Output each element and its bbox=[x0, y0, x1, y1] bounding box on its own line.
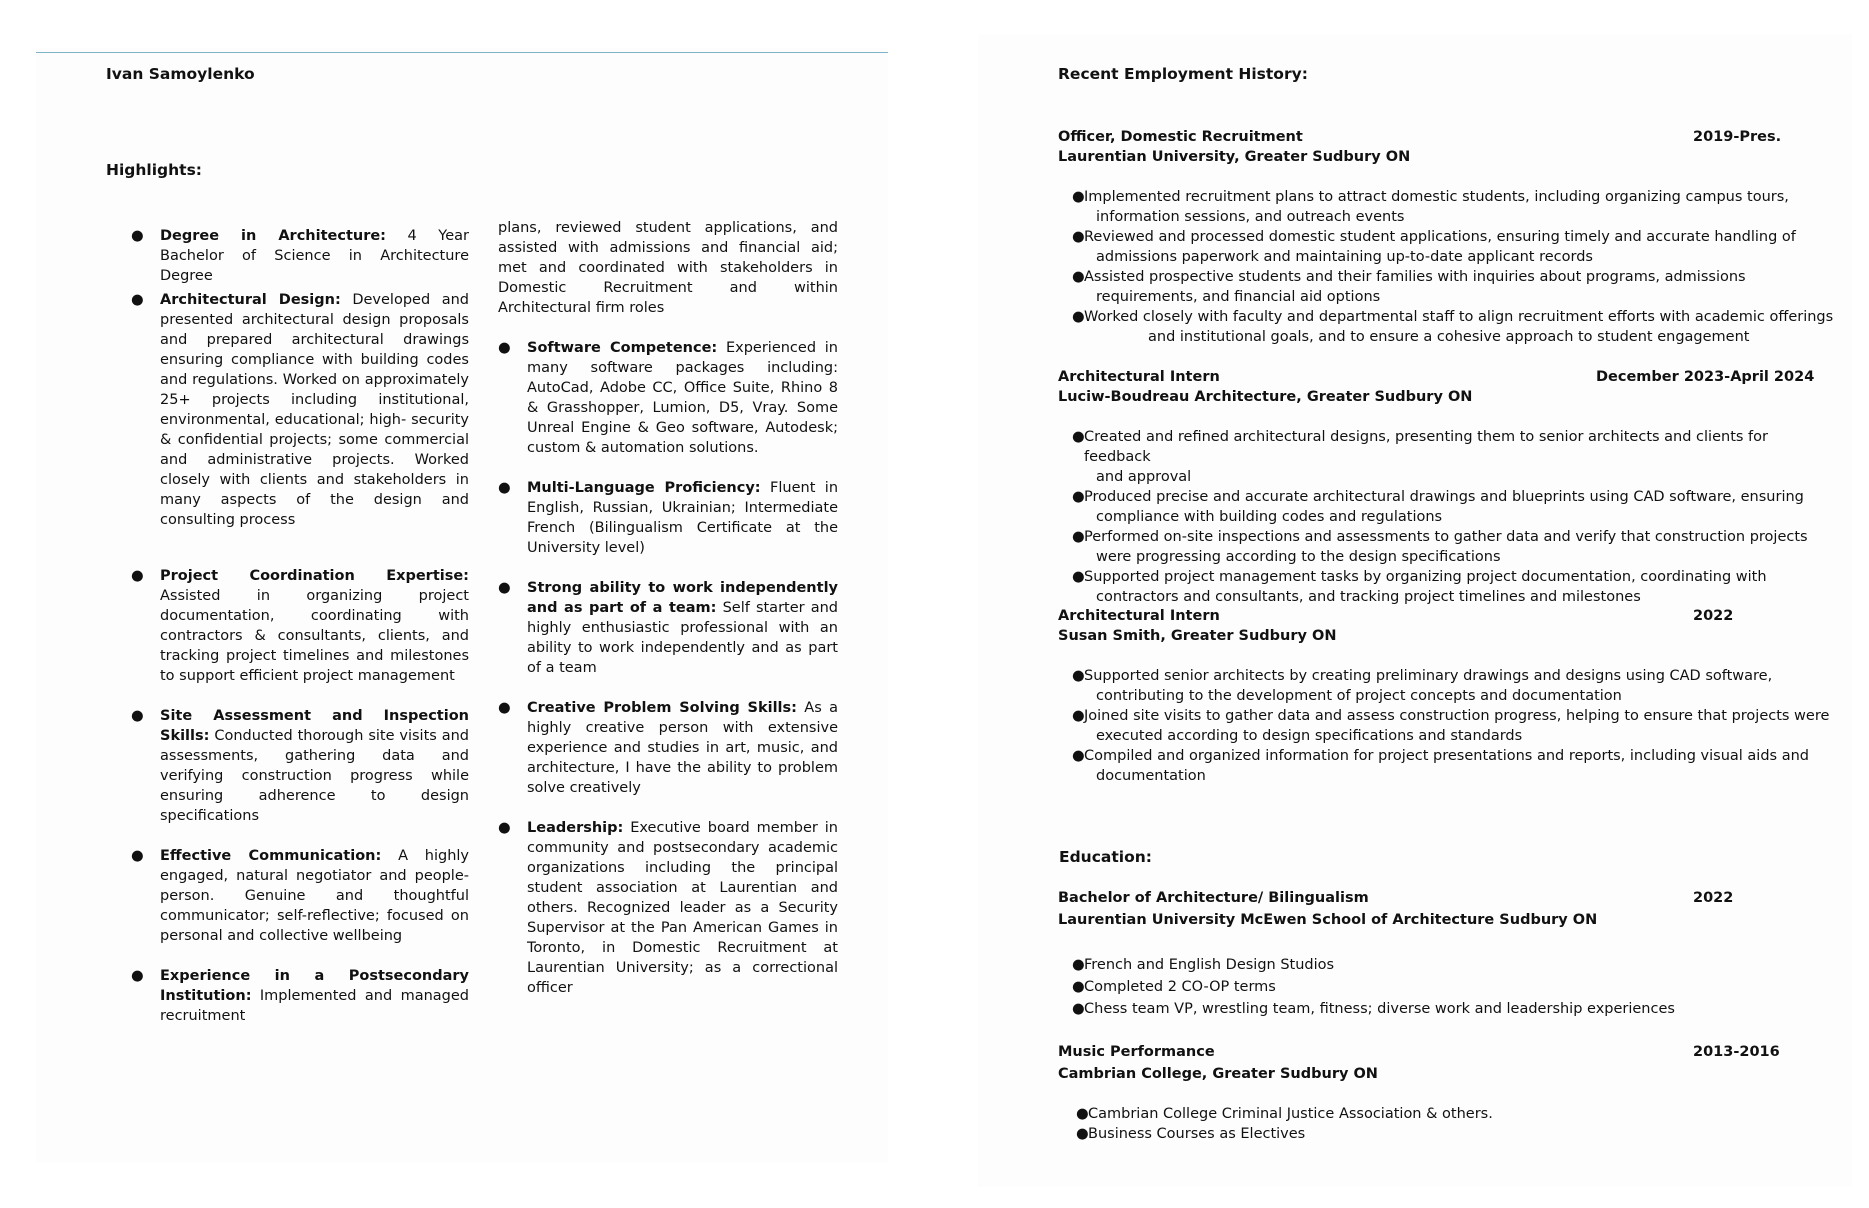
highlight-text: Assisted in organizing project documentation, coordinating with contractors & consultants, clients, and tracking project timelines and milestones to support efficient project management bbox=[160, 588, 469, 684]
bullet-icon: ● bbox=[1076, 1126, 1089, 1142]
bullet-icon: ● bbox=[498, 340, 511, 356]
spacer bbox=[498, 558, 838, 578]
list-item bbox=[1058, 976, 1838, 998]
education-bullets bbox=[1062, 1104, 1842, 1144]
bullet-line: contributing to the development of project concepts and documentation bbox=[1096, 688, 1622, 704]
job-bullets bbox=[1058, 666, 1838, 786]
list-item bbox=[1058, 954, 1838, 976]
highlight-label: Creative Problem Solving Skills: bbox=[527, 700, 797, 716]
spacer bbox=[131, 686, 469, 706]
bullet-line: Completed 2 CO-OP terms bbox=[1084, 979, 1276, 995]
list-item bbox=[1058, 187, 1838, 227]
bullet-line: Reviewed and processed domestic student applications, ensuring timely and accurate handling of bbox=[1084, 229, 1796, 245]
bullet-line: contractors and consultants, and tracking project timelines and milestones bbox=[1096, 589, 1641, 605]
employment-heading: Recent Employment History: bbox=[1058, 65, 1308, 83]
list-item bbox=[1062, 1124, 1842, 1144]
spacer bbox=[498, 458, 838, 478]
highlight-item bbox=[498, 478, 838, 558]
highlight-item bbox=[131, 966, 469, 1026]
bullet-line: Assisted prospective students and their families with inquiries about programs, admissions bbox=[1084, 269, 1746, 285]
highlight-label: Multi-Language Proficiency: bbox=[527, 480, 761, 496]
job-date: December 2023-April 2024 bbox=[1596, 369, 1815, 385]
list-item bbox=[1058, 567, 1838, 607]
bullet-line: information sessions, and outreach events bbox=[1096, 209, 1405, 225]
list-item bbox=[1062, 1104, 1842, 1124]
highlight-item bbox=[131, 706, 469, 826]
bullet-icon: ● bbox=[498, 580, 511, 596]
education-institution: Laurentian University McEwen School of Architecture Sudbury ON bbox=[1058, 912, 1598, 928]
bullet-icon: ● bbox=[131, 968, 144, 984]
highlight-label: Architectural Design: bbox=[160, 292, 341, 308]
job-bullets bbox=[1058, 427, 1838, 607]
highlight-text: plans, reviewed student applications, and assisted with admissions and financial aid; met and coordinated with stakeholders in Domestic Recruitment and within Architectural firm roles bbox=[498, 220, 838, 316]
bullet-line: admissions paperwork and maintaining up-to-date applicant records bbox=[1096, 249, 1593, 265]
job-bullets bbox=[1058, 187, 1838, 347]
job-organization: Susan Smith, Greater Sudbury ON bbox=[1058, 628, 1337, 644]
resume-page-right bbox=[978, 34, 1852, 1187]
education-institution: Cambrian College, Greater Sudbury ON bbox=[1058, 1066, 1378, 1082]
highlight-label: Leadership: bbox=[527, 820, 624, 836]
list-item bbox=[1058, 746, 1838, 786]
highlight-label: Effective Communication: bbox=[160, 848, 382, 864]
highlight-continuation bbox=[498, 218, 838, 318]
spacer bbox=[498, 798, 838, 818]
job-title: Architectural Intern bbox=[1058, 369, 1220, 385]
spacer bbox=[131, 826, 469, 846]
highlight-text: Experienced in many software packages including: AutoCad, Adobe CC, Office Suite, Rhino 8 & Grasshopper, Lumion, D5, Vray. Some Unreal Engine & Geo software, Autodesk; custom & automation solutions. bbox=[527, 340, 838, 456]
highlight-label: Site Assessment and Inspection Skills: bbox=[160, 708, 469, 744]
highlight-text: Executive board member in community and postsecondary academic organizations including the principal student association at Laurentian and others. Recognized leader as a Security Supervisor at the Pan American Games in Toronto, in Domestic Recruitment at Laurentian University; as a correctional officer bbox=[527, 820, 838, 996]
bullet-line: Produced precise and accurate architectural drawings and blueprints using CAD software, ensuring bbox=[1084, 489, 1804, 505]
highlight-text: Self starter and highly enthusiastic professional with an ability to work independently and as part of a team bbox=[527, 600, 838, 676]
bullet-icon: ● bbox=[1072, 748, 1085, 764]
job-organization: Luciw-Boudreau Architecture, Greater Sudbury ON bbox=[1058, 389, 1473, 405]
resume-page-left bbox=[36, 48, 888, 1163]
bullet-line: documentation bbox=[1096, 768, 1206, 784]
bullet-icon: ● bbox=[1072, 189, 1085, 205]
bullet-line: Joined site visits to gather data and assess construction progress, helping to ensure that projects were bbox=[1084, 708, 1830, 724]
bullet-icon: ● bbox=[131, 848, 144, 864]
bullet-line: executed according to design specifications and standards bbox=[1096, 728, 1523, 744]
bullet-icon: ● bbox=[1072, 229, 1085, 245]
highlight-text: Conducted thorough site visits and assessments, gathering data and verifying construction progress while ensuring adherence to design specifications bbox=[160, 728, 469, 824]
bullet-icon: ● bbox=[1072, 489, 1085, 505]
bullet-icon: ● bbox=[1072, 957, 1085, 973]
bullet-line: Worked closely with faculty and departmental staff to align recruitment efforts with academic offerings bbox=[1084, 309, 1834, 325]
list-item bbox=[1058, 427, 1838, 487]
bullet-icon: ● bbox=[1072, 708, 1085, 724]
bullet-line: Created and refined architectural designs, presenting them to senior architects and clients for feedback bbox=[1084, 429, 1768, 465]
bullet-icon: ● bbox=[1072, 269, 1085, 285]
highlights-column-1 bbox=[131, 226, 469, 1026]
highlight-label: Strong ability to work independently and as part of a team: bbox=[527, 580, 838, 616]
highlight-item bbox=[498, 578, 838, 678]
bullet-line: Implemented recruitment plans to attract domestic students, including organizing campus tours, bbox=[1084, 189, 1789, 205]
bullet-line: requirements, and financial aid options bbox=[1096, 289, 1381, 305]
job-date: 2019-Pres. bbox=[1693, 129, 1782, 145]
highlights-heading: Highlights: bbox=[106, 161, 203, 179]
bullet-icon: ● bbox=[131, 568, 144, 584]
highlight-text: A highly engaged, natural negotiator and people- person. Genuine and thoughtful communicator; self-reflective; focused on personal and collective wellbeing bbox=[160, 848, 469, 944]
highlight-item bbox=[131, 566, 469, 686]
bullet-line: were progressing according to the design specifications bbox=[1096, 549, 1501, 565]
highlight-label: Experience in a Postsecondary Institution: bbox=[160, 968, 469, 1004]
bullet-line: Business Courses as Electives bbox=[1088, 1126, 1306, 1142]
bullet-icon: ● bbox=[131, 292, 144, 308]
spacer bbox=[498, 678, 838, 698]
education-bullets bbox=[1058, 954, 1838, 1020]
list-item bbox=[1058, 267, 1838, 307]
list-item bbox=[1058, 706, 1838, 746]
highlight-item bbox=[131, 290, 469, 530]
highlight-item bbox=[131, 846, 469, 946]
bullet-icon: ● bbox=[131, 708, 144, 724]
highlight-text: Fluent in English, Russian, Ukrainian; Intermediate French (Bilingualism Certificate at the University level) bbox=[527, 480, 839, 556]
highlight-label: Project Coordination Expertise: bbox=[160, 568, 469, 584]
job-title: Officer, Domestic Recruitment bbox=[1058, 129, 1303, 145]
highlight-label: Software Competence: bbox=[527, 340, 718, 356]
bullet-icon: ● bbox=[1072, 1001, 1085, 1017]
highlight-item bbox=[498, 818, 838, 998]
education-title: Bachelor of Architecture/ Bilingualism bbox=[1058, 890, 1369, 906]
highlights-column-2 bbox=[498, 218, 838, 998]
bullet-icon: ● bbox=[498, 820, 511, 836]
candidate-name: Ivan Samoylenko bbox=[106, 65, 255, 83]
education-date: 2013-2016 bbox=[1693, 1044, 1780, 1060]
highlight-item bbox=[498, 698, 838, 798]
spacer bbox=[131, 946, 469, 966]
bullet-line: Compiled and organized information for project presentations and reports, including visual aids and bbox=[1084, 748, 1809, 764]
bullet-icon: ● bbox=[1072, 569, 1085, 585]
education-heading: Education: bbox=[1059, 848, 1152, 866]
list-item bbox=[1058, 227, 1838, 267]
bullet-icon: ● bbox=[1072, 429, 1085, 445]
list-item bbox=[1058, 998, 1838, 1020]
highlight-text: Developed and presented architectural design proposals and prepared architectural drawings ensuring compliance with building codes and regulations. Worked on approximately 25+ projects including institutional, environmental, educational; high- security & confidential projects; some commercial and administrative projects. Worked closely with clients and stakeholders in many aspects of the design and consulting process bbox=[160, 292, 469, 528]
bullet-icon: ● bbox=[1072, 309, 1085, 325]
highlight-label: Degree in Architecture: bbox=[160, 228, 386, 244]
spacer bbox=[498, 318, 838, 338]
education-date: 2022 bbox=[1693, 890, 1734, 906]
bullet-icon: ● bbox=[1072, 979, 1085, 995]
highlight-text: 4 Year Bachelor of Science in Architecture Degree bbox=[160, 228, 469, 284]
bullet-line: and approval bbox=[1096, 469, 1192, 485]
list-item bbox=[1058, 487, 1838, 527]
header-rule bbox=[36, 52, 888, 53]
job-organization: Laurentian University, Greater Sudbury ON bbox=[1058, 149, 1411, 165]
bullet-line: French and English Design Studios bbox=[1084, 957, 1335, 973]
bullet-icon: ● bbox=[498, 700, 511, 716]
list-item bbox=[1058, 666, 1838, 706]
bullet-icon: ● bbox=[131, 228, 144, 244]
highlight-item bbox=[131, 226, 469, 286]
highlight-item bbox=[498, 338, 838, 458]
bullet-icon: ● bbox=[498, 480, 511, 496]
list-item bbox=[1058, 307, 1838, 347]
bullet-icon: ● bbox=[1072, 529, 1085, 545]
bullet-line: and institutional goals, and to ensure a cohesive approach to student engagement bbox=[1148, 329, 1750, 345]
education-title: Music Performance bbox=[1058, 1044, 1215, 1060]
highlight-text: As a highly creative person with extensive experience and studies in art, music, and architecture, I have the ability to problem solve creatively bbox=[527, 700, 839, 796]
job-date: 2022 bbox=[1693, 608, 1734, 624]
bullet-line: Performed on-site inspections and assessments to gather data and verify that construction projects bbox=[1084, 529, 1808, 545]
highlight-text: Implemented and managed recruitment bbox=[160, 988, 469, 1024]
bullet-line: Cambrian College Criminal Justice Association & others. bbox=[1088, 1106, 1493, 1122]
bullet-line: Supported project management tasks by organizing project documentation, coordinating with bbox=[1084, 569, 1767, 585]
bullet-line: Chess team VP, wrestling team, fitness; diverse work and leadership experiences bbox=[1084, 1001, 1675, 1017]
spacer bbox=[131, 530, 469, 566]
bullet-line: Supported senior architects by creating preliminary drawings and designs using CAD software, bbox=[1084, 668, 1773, 684]
bullet-line: compliance with building codes and regulations bbox=[1096, 509, 1443, 525]
bullet-icon: ● bbox=[1072, 668, 1085, 684]
list-item bbox=[1058, 527, 1838, 567]
job-title: Architectural Intern bbox=[1058, 608, 1220, 624]
bullet-icon: ● bbox=[1076, 1106, 1089, 1122]
